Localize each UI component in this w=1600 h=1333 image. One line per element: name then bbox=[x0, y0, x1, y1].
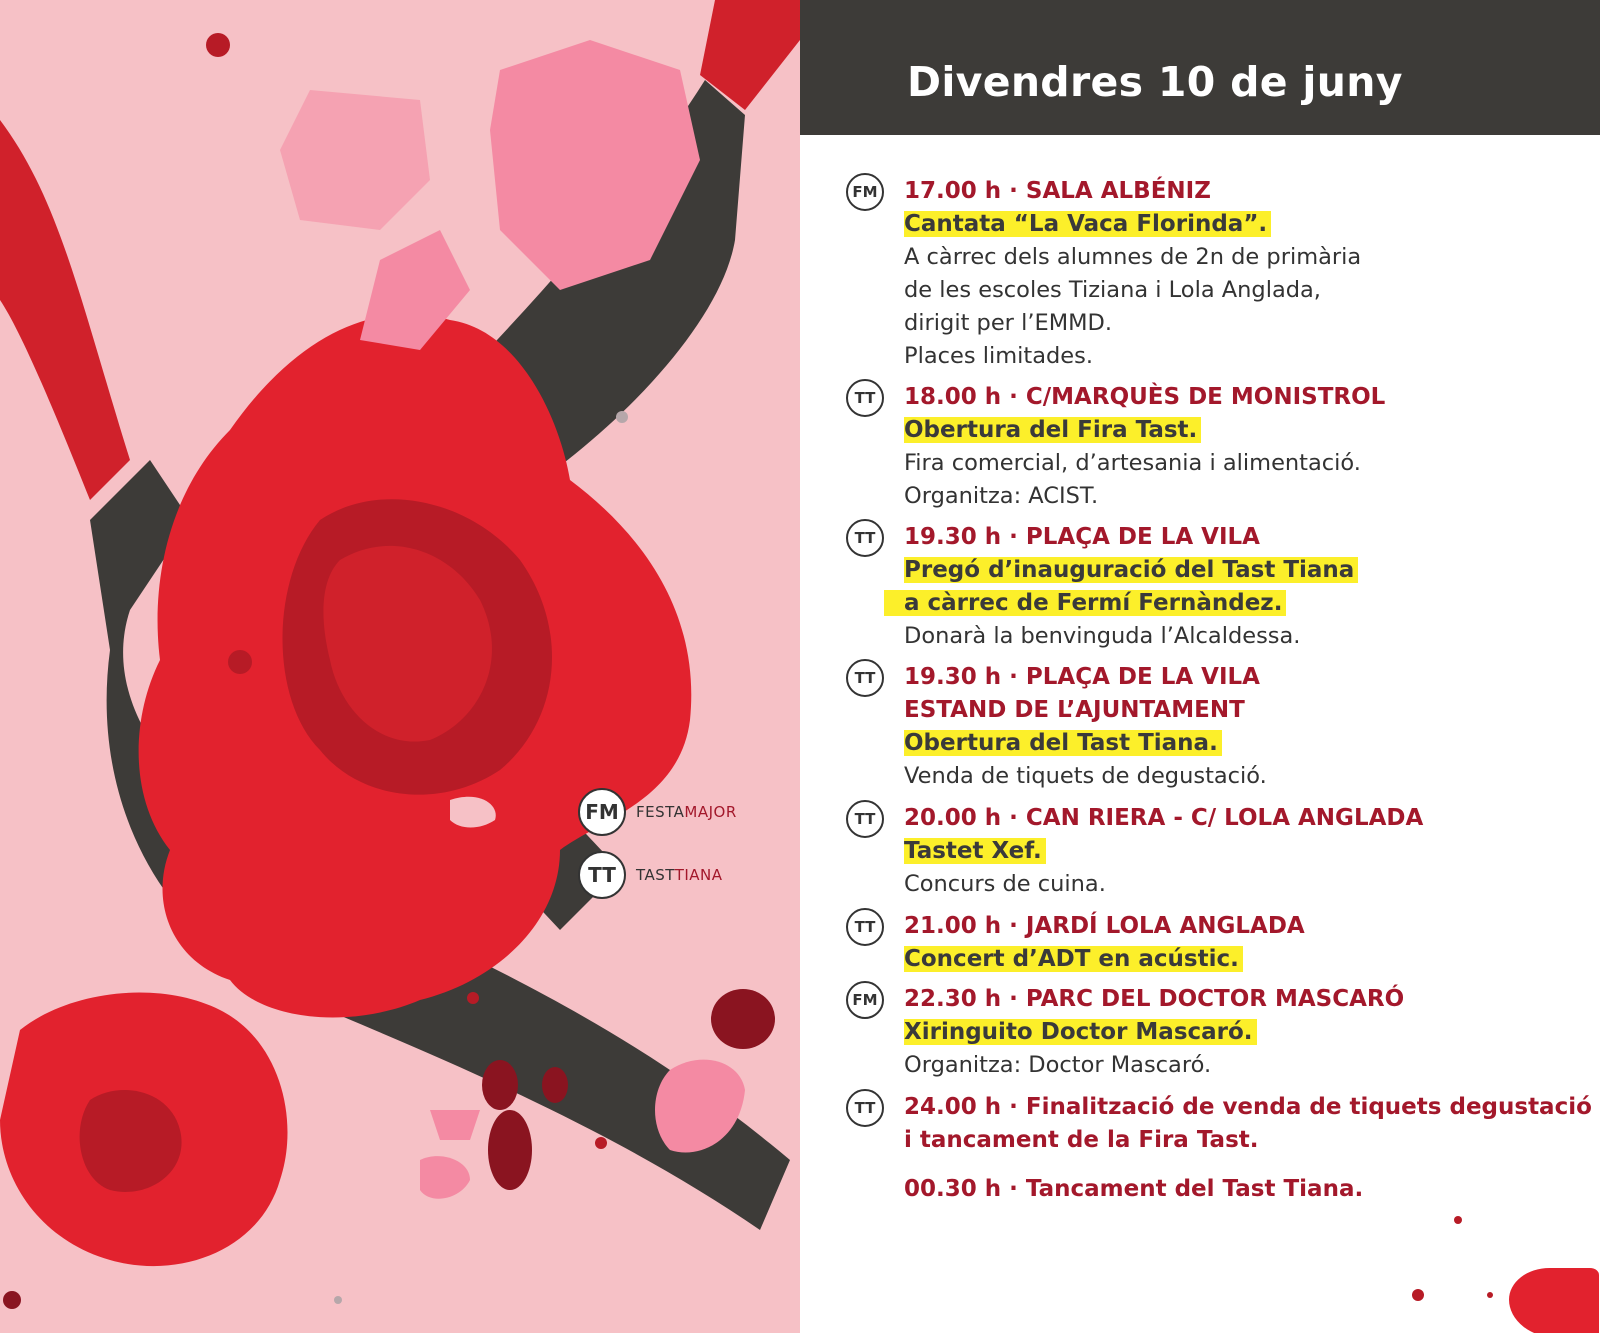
event-title: Pregó d’inauguració del Tast Tiana bbox=[904, 557, 1358, 583]
legend-festa-major bbox=[578, 788, 737, 836]
event-time-secondary: i tancament de la Fira Tast. bbox=[904, 1127, 1259, 1153]
tt-badge-icon: TT bbox=[846, 379, 884, 417]
tt-badge-icon: TT bbox=[846, 659, 884, 697]
event-desc: Fira comercial, d’artesania i alimentació. bbox=[904, 450, 1361, 476]
event-title: Obertura del Tast Tiana. bbox=[904, 730, 1222, 756]
event-title: Obertura del Fira Tast. bbox=[904, 417, 1201, 443]
decor-dot bbox=[1412, 1289, 1424, 1301]
decor-splash bbox=[1509, 1268, 1599, 1333]
event-desc: Places limitades. bbox=[904, 343, 1093, 369]
event-time: 24.00 h · Finalització de venda de tiquets degustació bbox=[904, 1094, 1592, 1120]
event-time-secondary: ESTAND DE L’AJUNTAMENT bbox=[904, 697, 1245, 723]
event-desc: Venda de tiquets de degustació. bbox=[904, 763, 1267, 789]
tt-badge-icon: TT bbox=[578, 851, 626, 899]
event-title: Cantata “La Vaca Florinda”. bbox=[904, 211, 1271, 237]
event-time: 18.00 h · C/MARQUÈS DE MONISTROL bbox=[904, 384, 1386, 410]
event-desc: Concurs de cuina. bbox=[904, 871, 1106, 897]
event-title: Concert d’ADT en acústic. bbox=[904, 946, 1243, 972]
event-time: 19.30 h · PLAÇA DE LA VILA bbox=[904, 664, 1260, 690]
event-time: 22.30 h · PARC DEL DOCTOR MASCARÓ bbox=[904, 986, 1405, 1012]
legend-label: TASTTIANA bbox=[636, 866, 723, 884]
fm-badge-icon: FM bbox=[846, 981, 884, 1019]
fm-badge-icon: FM bbox=[578, 788, 626, 836]
tt-badge-icon: TT bbox=[846, 908, 884, 946]
decor-dot bbox=[1487, 1292, 1493, 1298]
schedule-panel bbox=[800, 0, 1600, 1333]
tt-badge-icon: TT bbox=[846, 800, 884, 838]
event-desc: Organitza: Doctor Mascaró. bbox=[904, 1052, 1212, 1078]
fm-badge-icon: FM bbox=[846, 173, 884, 211]
event-desc: de les escoles Tiziana i Lola Anglada, bbox=[904, 277, 1321, 303]
event-time: 00.30 h · Tancament del Tast Tiana. bbox=[904, 1176, 1364, 1202]
event-title: Tastet Xef. bbox=[904, 838, 1046, 864]
legend-tast-tiana bbox=[578, 851, 723, 899]
event-title: a càrrec de Fermí Fernàndez. bbox=[884, 590, 1286, 616]
event-title: Xiringuito Doctor Mascaró. bbox=[904, 1019, 1257, 1045]
event-time: 21.00 h · JARDÍ LOLA ANGLADA bbox=[904, 913, 1305, 939]
event-time: 19.30 h · PLAÇA DE LA VILA bbox=[904, 524, 1260, 550]
event-desc: Organitza: ACIST. bbox=[904, 483, 1099, 509]
page-title: Divendres 10 de juny bbox=[907, 58, 1403, 106]
decor-dot bbox=[1454, 1216, 1462, 1224]
event-desc: dirigit per l’EMMD. bbox=[904, 310, 1112, 336]
legend-label: FESTAMAJOR bbox=[636, 803, 737, 821]
tt-badge-icon: TT bbox=[846, 519, 884, 557]
day-header bbox=[800, 0, 1600, 135]
event-time: 20.00 h · CAN RIERA - C/ LOLA ANGLADA bbox=[904, 805, 1424, 831]
event-desc: Donarà la benvinguda l’Alcaldessa. bbox=[904, 623, 1301, 649]
event-desc: A càrrec dels alumnes de 2n de primària bbox=[904, 244, 1362, 270]
event-time: 17.00 h · SALA ALBÉNIZ bbox=[904, 178, 1211, 204]
tt-badge-icon: TT bbox=[846, 1089, 884, 1127]
